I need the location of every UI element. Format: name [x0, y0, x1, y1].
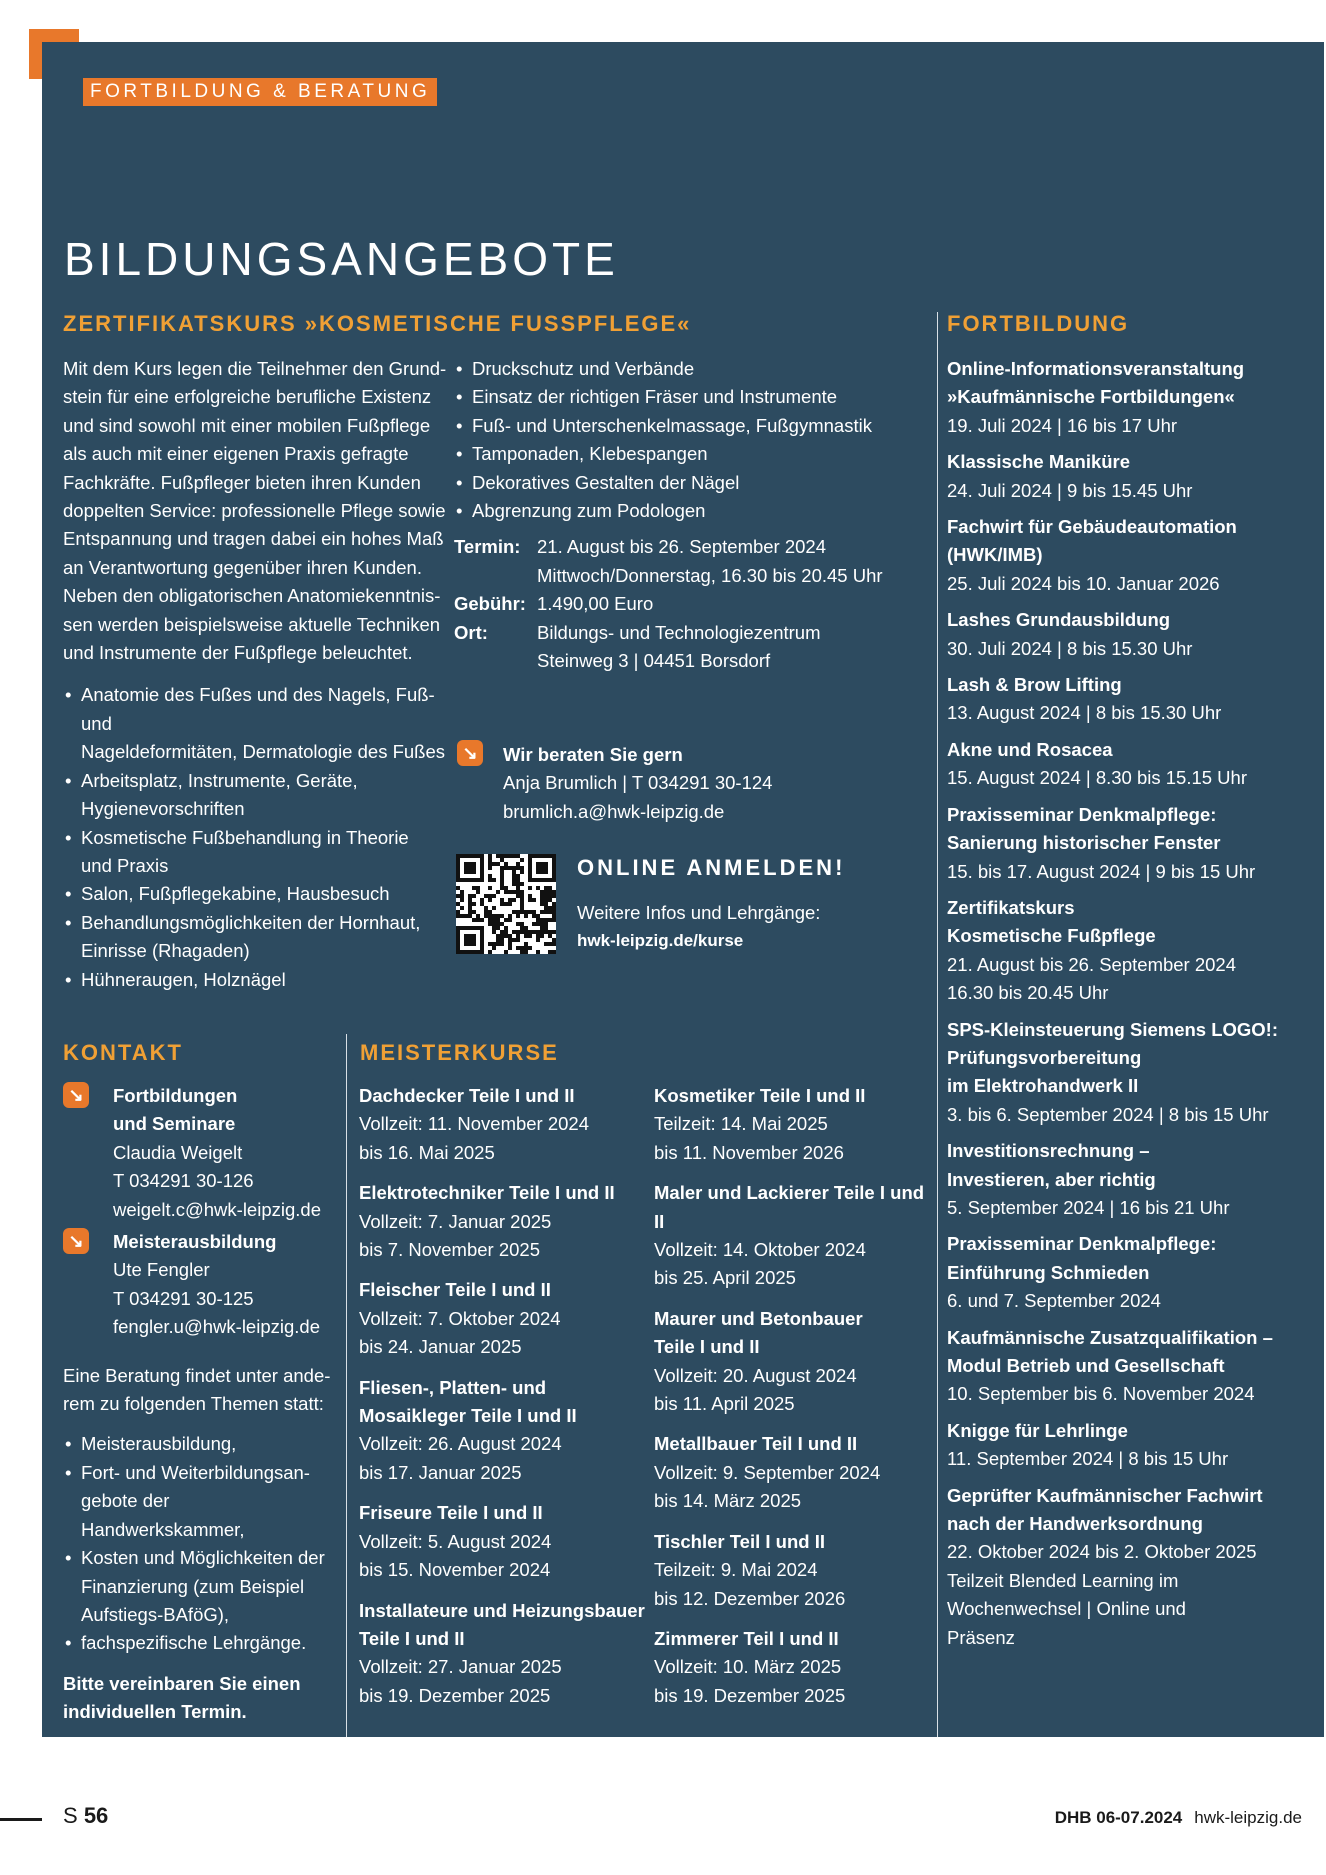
kurs-intro-line: doppelten Service: professionelle Pflege sowie: [63, 500, 446, 522]
course-entry[interactable]: [654, 1528, 934, 1613]
course-date: Vollzeit: 7. Oktober 2024: [359, 1307, 561, 1329]
page-number: [63, 1803, 108, 1829]
course-entry[interactable]: [947, 513, 1317, 598]
meister-list-right: [654, 1082, 934, 1710]
course-entry[interactable]: [947, 1324, 1317, 1409]
course-entry[interactable]: [654, 1305, 934, 1419]
meister-heading: MEISTERKURSE: [360, 1040, 559, 1065]
list-item: [63, 1544, 333, 1629]
kontakt-phone: T 034291 30-125: [113, 1287, 254, 1309]
kontakt-person: Ute Fengler: [113, 1259, 210, 1281]
list-item-line: und Praxis: [81, 854, 169, 876]
list-item-line: • Fort- und Weiterbildungsan-: [81, 1461, 310, 1483]
course-entry[interactable]: [359, 1276, 649, 1361]
course-entry[interactable]: [359, 1179, 649, 1264]
list-item: [63, 1430, 333, 1458]
list-item-line: • Meisterausbildung,: [81, 1433, 237, 1455]
fortbildung-list: [947, 355, 1317, 1652]
course-entry[interactable]: [947, 355, 1317, 440]
course-title: Geprüfter Kaufmännischer Fachwirt: [947, 1484, 1263, 1506]
kurs-intro-line: und sind sowohl mit einer mobilen Fußpflege: [63, 414, 431, 436]
page-title: BILDUNGSANGEBOTE: [64, 233, 619, 285]
list-item: [63, 966, 463, 994]
course-date: 15. bis 17. August 2024 | 9 bis 15 Uhr: [947, 860, 1256, 882]
course-entry[interactable]: [947, 801, 1317, 886]
course-date: 5. September 2024 | 16 bis 21 Uhr: [947, 1196, 1230, 1218]
gebuehr-value: 1.490,00 Euro: [537, 593, 654, 615]
course-title: Kaufmännische Zusatzqualifikation –: [947, 1326, 1273, 1348]
course-date: Vollzeit: 7. Januar 2025: [359, 1210, 552, 1232]
course-date: Vollzeit: 9. September 2024: [654, 1461, 881, 1483]
list-item-line: • fachspezifische Lehrgänge.: [81, 1632, 307, 1654]
kurs-details: [454, 355, 914, 675]
course-entry[interactable]: [654, 1430, 934, 1515]
course-date: 16.30 bis 20.45 Uhr: [947, 982, 1109, 1004]
list-item-line: • Kosmetische Fußbehandlung in Theorie: [81, 826, 409, 848]
course-date: Vollzeit: 14. Oktober 2024: [654, 1239, 866, 1261]
gebuehr-label: Gebühr:: [454, 593, 526, 615]
course-entry[interactable]: [947, 1417, 1317, 1474]
kontakt-phone: T 034291 30-126: [113, 1170, 254, 1192]
course-date: bis 24. Januar 2025: [359, 1336, 522, 1358]
course-title: Maurer und Betonbauer: [654, 1307, 863, 1329]
arrow-icon: ↘: [457, 740, 483, 766]
issue-label: DHB 06-07.2024: [1054, 1808, 1183, 1827]
course-title: Maler und Lackierer Teile I und II: [654, 1182, 925, 1232]
course-date: Teilzeit: 14. Mai 2025: [654, 1113, 828, 1135]
footer-info: [1055, 1808, 1302, 1828]
course-title: Investitionsrechnung –: [947, 1140, 1150, 1162]
kurs-contact-email[interactable]: brumlich.a@hwk-leipzig.de: [503, 800, 725, 822]
list-item-line: • Anatomie des Fußes und des Nagels, Fuß- und: [81, 684, 435, 734]
course-date: 19. Juli 2024 | 16 bis 17 Uhr: [947, 414, 1178, 436]
course-title: Kosmetische Fußpflege: [947, 925, 1156, 947]
course-entry[interactable]: [947, 1137, 1317, 1222]
course-title: Sanierung historischer Fenster: [947, 832, 1221, 854]
course-date: Präsenz: [947, 1626, 1015, 1648]
course-title: Teile I und II: [654, 1336, 760, 1358]
course-date: bis 16. Mai 2025: [359, 1141, 495, 1163]
termin-label: Termin:: [454, 536, 521, 558]
content-panel: [42, 42, 1324, 1737]
list-item-line: gebote der Handwerkskammer,: [81, 1490, 245, 1540]
course-title: Lash & Brow Lifting: [947, 674, 1122, 696]
list-item: [63, 681, 463, 766]
course-date: bis 7. November 2025: [359, 1239, 540, 1261]
course-entry[interactable]: [947, 1482, 1317, 1652]
list-item-line: • Salon, Fußpflegekabine, Hausbesuch: [81, 883, 390, 905]
course-date: Vollzeit: 11. November 2024: [359, 1113, 590, 1135]
course-title: Praxisseminar Denkmalpflege:: [947, 1233, 1217, 1255]
kurs-intro-line: als auch mit einer eigenen Praxis gefragte: [63, 443, 409, 465]
course-title: Online-Informationsveranstaltung: [947, 358, 1245, 379]
list-item: • Fuß- und Unterschenkelmassage, Fußgymnastik: [454, 412, 914, 440]
course-title: im Elektrohandwerk II: [947, 1075, 1139, 1097]
course-date: Wochenwechsel | Online und: [947, 1598, 1186, 1620]
course-title: Zertifikatskurs: [947, 896, 1075, 918]
course-date: 30. Juli 2024 | 8 bis 15.30 Uhr: [947, 637, 1193, 659]
list-item-line: Aufstiegs-BAföG),: [81, 1603, 230, 1625]
closing-line: Bitte vereinbaren Sie einen: [63, 1672, 301, 1694]
list-item: [63, 880, 463, 908]
course-entry[interactable]: [359, 1597, 649, 1711]
course-date: 6. und 7. September 2024: [947, 1290, 1161, 1312]
course-title: Teile I und II: [359, 1627, 465, 1649]
course-date: Vollzeit: 26. August 2024: [359, 1433, 562, 1455]
course-title: SPS-Kleinsteuerung Siemens LOGO!:: [947, 1018, 1279, 1040]
course-entry[interactable]: [359, 1082, 649, 1167]
course-title: Zimmerer Teil I und II: [654, 1627, 839, 1649]
list-item-line: • Arbeitsplatz, Instrumente, Geräte,: [81, 769, 358, 791]
website-label[interactable]: hwk-leipzig.de: [1194, 1808, 1302, 1827]
ort-line: Bildungs- und Technologiezentrum: [537, 621, 821, 643]
course-date: 10. September bis 6. November 2024: [947, 1383, 1255, 1405]
kurs-contact: [503, 741, 903, 826]
course-date: 21. August bis 26. September 2024: [947, 953, 1237, 975]
kontakt-column: [63, 1082, 333, 1727]
kurs-contact-heading: Wir beraten Sie gern: [503, 744, 683, 765]
course-date: bis 25. April 2025: [654, 1267, 796, 1289]
kontakt-email[interactable]: weigelt.c@hwk-leipzig.de: [113, 1198, 321, 1220]
course-title: Fliesen-, Platten- und: [359, 1376, 547, 1398]
course-title: »Kaufmännische Fortbildungen«: [947, 386, 1235, 408]
arrow-icon: ↘: [63, 1228, 89, 1254]
kurs-info-table: [454, 533, 914, 675]
kontakt-block: [63, 1082, 333, 1224]
list-item-line: • Kosten und Möglichkeiten der: [81, 1547, 325, 1569]
list-item-line: Nageldeformitäten, Dermatologie des Fußes: [81, 741, 446, 763]
course-date: 13. August 2024 | 8 bis 15.30 Uhr: [947, 702, 1222, 724]
course-date: 3. bis 6. September 2024 | 8 bis 15 Uhr: [947, 1103, 1269, 1125]
course-title: Investieren, aber richtig: [947, 1168, 1156, 1190]
course-title: Knigge für Lehrlinge: [947, 1419, 1128, 1441]
course-title: (HWK/IMB): [947, 544, 1043, 566]
course-date: bis 12. Dezember 2026: [654, 1587, 846, 1609]
list-item: [63, 824, 463, 881]
closing-text: [63, 1670, 333, 1727]
column-divider-meister: [346, 1034, 347, 1737]
kontakt-title: Fortbildungen: [113, 1085, 238, 1106]
list-item: [63, 1629, 333, 1657]
course-title: Klassische Maniküre: [947, 451, 1131, 473]
course-date: Teilzeit Blended Learning im: [947, 1569, 1179, 1591]
course-title: Friseure Teile I und II: [359, 1502, 543, 1524]
page-number-value: 56: [83, 1803, 109, 1828]
course-date: 15. August 2024 | 8.30 bis 15.15 Uhr: [947, 767, 1247, 789]
course-date: bis 14. März 2025: [654, 1490, 802, 1512]
arrow-icon: ↘: [63, 1082, 89, 1108]
course-title: Fleischer Teile I und II: [359, 1279, 551, 1301]
course-title: nach der Handwerksordnung: [947, 1513, 1203, 1535]
course-title: Lashes Grundausbildung: [947, 609, 1171, 631]
qr-code[interactable]: [456, 854, 556, 954]
course-date: Vollzeit: 20. August 2024: [654, 1364, 857, 1386]
kurs-intro-line: sen werden beispielsweise aktuelle Techniken: [63, 613, 441, 635]
list-item: • Abgrenzung zum Podologen: [454, 497, 914, 525]
course-date: Teilzeit: 9. Mai 2024: [654, 1559, 818, 1581]
kontakt-title: und Seminare: [113, 1113, 236, 1135]
course-entry[interactable]: [947, 894, 1317, 1008]
kontakt-heading: KONTAKT: [63, 1040, 183, 1065]
course-date: 25. Juli 2024 bis 10. Januar 2026: [947, 572, 1220, 594]
online-link[interactable]: hwk-leipzig.de/kurse: [577, 931, 744, 951]
meister-list-left: [359, 1082, 649, 1710]
ort-value: [537, 619, 914, 676]
course-date: bis 17. Januar 2025: [359, 1461, 522, 1483]
ort-line: Steinweg 3 | 04451 Borsdorf: [537, 650, 771, 672]
course-title: Prüfungsvorbereitung: [947, 1046, 1142, 1068]
course-entry[interactable]: [947, 1016, 1317, 1130]
list-item: • Dekoratives Gestalten der Nägel: [454, 469, 914, 497]
course-title: Fachwirt für Gebäudeautomation: [947, 516, 1237, 538]
course-date: Vollzeit: 27. Januar 2025: [359, 1656, 562, 1678]
kontakt-person: Claudia Weigelt: [113, 1141, 243, 1163]
online-text: Weitere Infos und Lehrgänge:: [577, 902, 821, 923]
course-title: Tischler Teil I und II: [654, 1530, 825, 1552]
kurs-topics-list-2: [454, 355, 914, 525]
fortbildung-heading: FORTBILDUNG: [947, 311, 1130, 336]
kontakt-email[interactable]: fengler.u@hwk-leipzig.de: [113, 1316, 320, 1338]
beratung-text: [63, 1362, 333, 1419]
termin-value: [537, 533, 914, 590]
course-date: 11. September 2024 | 8 bis 15 Uhr: [947, 1448, 1229, 1470]
course-date: 24. Juli 2024 | 9 bis 15.45 Uhr: [947, 479, 1193, 501]
list-item: [63, 1459, 333, 1544]
beratung-line: rem zu folgenden Themen statt:: [63, 1393, 324, 1415]
course-date: bis 19. Dezember 2025: [359, 1684, 551, 1706]
page-prefix: S: [63, 1803, 78, 1828]
course-date: Vollzeit: 10. März 2025: [654, 1656, 842, 1678]
kurs-intro-line: Neben den obligatorischen Anatomiekenntnis-: [63, 585, 441, 607]
kurs-intro-line: Entspannung und tragen dabei ein hohes Maß: [63, 528, 444, 550]
list-item: • Tamponaden, Klebespangen: [454, 440, 914, 468]
list-item-line: • Hühneraugen, Holznägel: [81, 968, 286, 990]
course-title: Mosaikleger Teile I und II: [359, 1405, 577, 1427]
kontakt-title: Meisterausbildung: [113, 1231, 277, 1253]
course-entry[interactable]: [654, 1625, 934, 1710]
list-item-line: Hygienevorschriften: [81, 798, 245, 820]
beratung-topics-list: [63, 1430, 333, 1657]
kurs-intro-text: [63, 355, 463, 667]
course-title: Akne und Rosacea: [947, 738, 1113, 760]
footer-bar: [0, 1818, 42, 1821]
course-title: Praxisseminar Denkmalpflege:: [947, 803, 1217, 825]
course-date: Vollzeit: 5. August 2024: [359, 1530, 552, 1552]
list-item: • Druckschutz und Verbände: [454, 355, 914, 383]
course-entry[interactable]: [359, 1374, 649, 1488]
list-item-line: Einrisse (Rhagaden): [81, 940, 250, 962]
kurs-intro-line: an Verantwortung gegenüber ihren Kunden.: [63, 556, 422, 578]
kurs-intro-line: und Instrumente der Fußpflege beleuchtet.: [63, 642, 413, 664]
course-title: Modul Betrieb und Gesellschaft: [947, 1355, 1225, 1376]
kurs-intro-line: stein für eine erfolgreiche berufliche Existenz: [63, 386, 432, 408]
kurs-topics-list: [63, 681, 463, 993]
course-entry[interactable]: [947, 606, 1317, 663]
closing-line: individuellen Termin.: [63, 1701, 247, 1723]
termin-line: 21. August bis 26. September 2024: [537, 536, 827, 558]
list-item-line: Finanzierung (zum Beispiel: [81, 1575, 305, 1597]
list-item: • Einsatz der richtigen Fräser und Instrumente: [454, 383, 914, 411]
list-item-line: • Behandlungsmöglichkeiten der Hornhaut,: [81, 911, 421, 933]
course-title: Installateure und Heizungsbauer: [359, 1599, 645, 1621]
course-entry[interactable]: [947, 736, 1317, 793]
termin-line: Mittwoch/Donnerstag, 16.30 bis 20.45 Uhr: [537, 564, 883, 586]
kurs-heading: ZERTIFIKATSKURS »KOSMETISCHE FUSSPFLEGE«: [63, 311, 692, 336]
course-date: bis 19. Dezember 2025: [654, 1684, 846, 1706]
course-title: Kosmetiker Teile I und II: [654, 1085, 866, 1106]
course-entry[interactable]: [359, 1499, 649, 1584]
course-date: 22. Oktober 2024 bis 2. Oktober 2025: [947, 1541, 1257, 1563]
course-entry[interactable]: [654, 1179, 934, 1293]
course-entry[interactable]: [654, 1082, 934, 1167]
list-item: [63, 909, 463, 966]
list-item: [63, 767, 463, 824]
beratung-line: Eine Beratung findet unter ande-: [63, 1364, 331, 1386]
course-entry[interactable]: [947, 671, 1317, 728]
course-title: Elektrotechniker Teile I und II: [359, 1182, 615, 1204]
course-title: Metallbauer Teil I und II: [654, 1433, 858, 1455]
kurs-intro-line: Fachkräfte. Fußpfleger bieten ihren Kunden: [63, 471, 421, 493]
course-title: Dachdecker Teile I und II: [359, 1085, 575, 1106]
ort-label: Ort:: [454, 621, 488, 643]
kontakt-block: [63, 1228, 333, 1342]
kurs-intro: [63, 355, 463, 994]
course-title: Einführung Schmieden: [947, 1261, 1150, 1283]
course-entry[interactable]: [947, 448, 1317, 505]
kurs-intro-line: Mit dem Kurs legen die Teilnehmer den Grund-: [63, 358, 447, 379]
online-heading: ONLINE ANMELDEN!: [577, 855, 846, 880]
kurs-contact-line: Anja Brumlich | T 034291 30-124: [503, 772, 773, 794]
course-entry[interactable]: [947, 1230, 1317, 1315]
course-date: bis 15. November 2024: [359, 1559, 551, 1581]
column-divider-right: [937, 312, 938, 1737]
section-tag: FORTBILDUNG & BERATUNG: [83, 78, 437, 106]
course-date: bis 11. November 2026: [654, 1141, 844, 1163]
course-date: bis 11. April 2025: [654, 1393, 795, 1415]
